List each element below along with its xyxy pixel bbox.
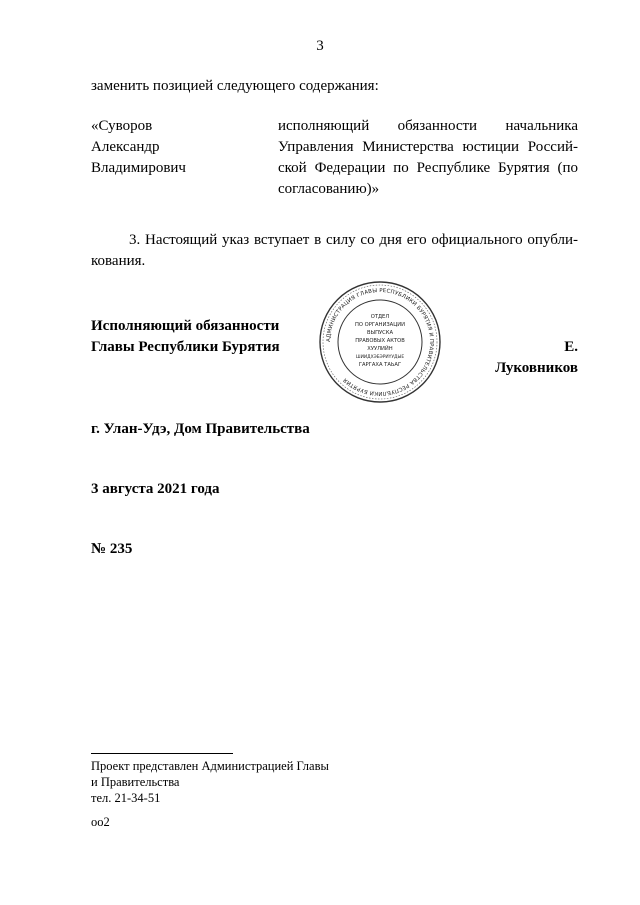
signatory-name: Е. Луковников [495, 339, 578, 376]
place: г. Улан-Удэ, Дом Правительства [91, 421, 310, 437]
seal-line-5: ХУУЛИЙН [367, 346, 393, 352]
appointee-first-name: Александр [91, 139, 160, 155]
footnote-line2: и Правительства [91, 775, 180, 789]
seal-line-2: ПО ОРГАНИЗАЦИИ [354, 322, 406, 328]
seal-line-4: ПРАВОВЫХ АКТОВ [355, 338, 405, 344]
official-seal [318, 280, 442, 404]
footnote-divider [91, 753, 233, 754]
footnote-line1: Проект представлен Администрацией Главы [91, 759, 329, 773]
appointee-patronymic: Владимирович [91, 160, 186, 176]
seal-line-6: ШИИДХЭБЭРИҮУДЫЕ [355, 355, 405, 360]
decree-number: № 235 [91, 541, 133, 557]
footnote-phone: тел. 21-34-51 [91, 791, 161, 805]
paragraph-3: 3. Настоящий указ вступает в силу со дня его официального опубли-кования. [91, 232, 578, 269]
signatory-title-line2: Главы Республики Бурятия [91, 339, 280, 355]
appointee-position: исполняющий обязанности начальника Управления Министерства юстиции Россий-ской Федерации по Республике Бурятия (по согласованию)» [278, 118, 578, 197]
appointee-name [91, 116, 261, 179]
document-code: оо2 [91, 815, 110, 829]
seal-line-1: ОТДЕЛ [370, 314, 390, 320]
seal-line-3: ВЫПУСКА [366, 330, 394, 336]
footnote [91, 758, 329, 806]
seal-ring-text: АДМИНИСТРАЦИЯ ГЛАВЫ РЕСПУБЛИКИ БУРЯТИЯ И ПРАВИТЕЛЬСТВА РЕСПУБЛИКИ БУРЯТИЯ [325, 287, 435, 397]
decree-date: 3 августа 2021 года [91, 481, 220, 497]
appointee-surname: «Суворов [91, 118, 153, 134]
signatory-title [91, 316, 280, 358]
intro-line: заменить позицией следующего содержания: [91, 78, 379, 94]
seal-line-7: ГАРГАХА ТАЬАГ [358, 362, 402, 368]
signatory-title-line1: Исполняющий обязанности [91, 318, 280, 334]
page-number: 3 [316, 38, 324, 54]
